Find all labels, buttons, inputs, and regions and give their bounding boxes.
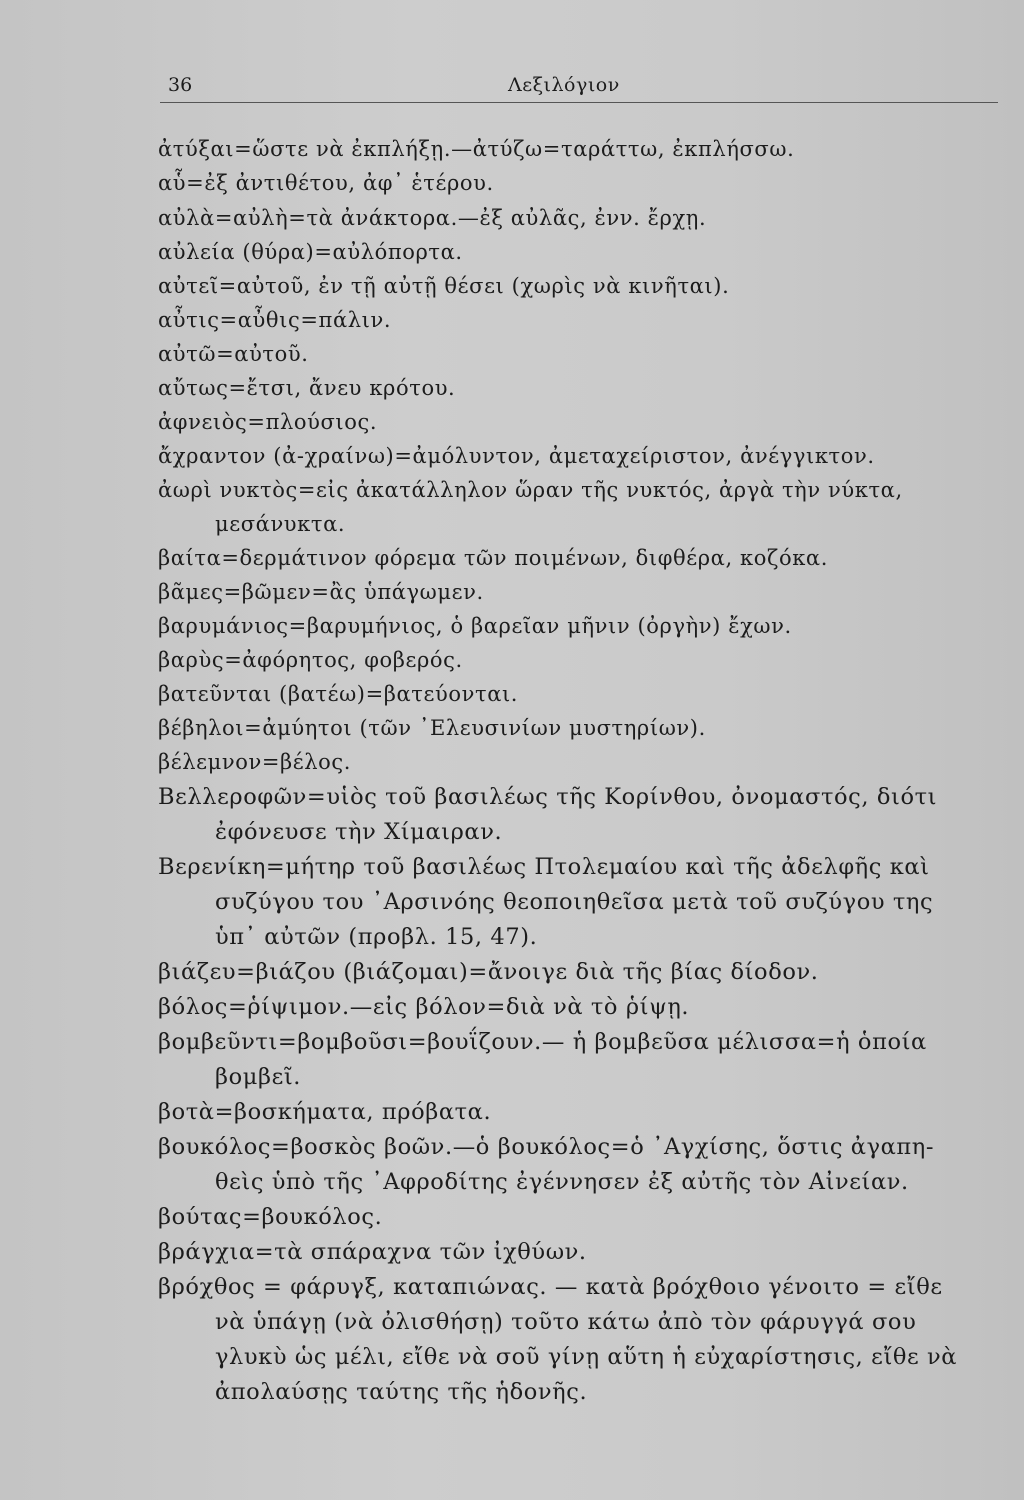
entry-line: βόλος=ῥίψιμον.—εἰς βόλον=διὰ νὰ τὸ ῥίψῃ. bbox=[158, 994, 690, 1020]
entry-continuation: ἀπολαύσῃς ταύτης τῆς ἡδονῆς. bbox=[215, 1379, 588, 1405]
header-rule bbox=[160, 102, 998, 103]
entry-continuation: ὑπ᾽ αὐτῶν (προβλ. 15, 47). bbox=[215, 924, 538, 950]
entry-line: αὐλὰ=αὐλὴ=τὰ ἀνάκτορα.—ἐξ αὐλᾶς, ἐνν. ἔρχῃ. bbox=[158, 206, 707, 230]
entry-line: αὖτις=αὖθις=πάλιν. bbox=[158, 308, 392, 332]
entry-line: ἀφνειὸς=πλούσιος. bbox=[158, 410, 378, 434]
page-header bbox=[168, 70, 998, 100]
entry-line: βέβηλοι=ἀμύητοι (τῶν ᾿Ελευσινίων μυστηρίων). bbox=[158, 716, 706, 740]
entry-continuation: θεὶς ὑπὸ τῆς ᾿Αφροδίτης ἐγέννησεν ἐξ αὐτῆς τὸν Αἰνείαν. bbox=[215, 1169, 909, 1195]
entry-line: βιάζευ=βιάζου (βιάζομαι)=ἄνοιγε διὰ τῆς βίας δίοδον. bbox=[158, 959, 819, 985]
entry-line: βουκόλος=βοσκὸς βοῶν.—ὁ βουκόλος=ὁ ᾿Αγχίσης, ὅστις ἀγαπη- bbox=[158, 1134, 935, 1160]
entry-continuation: νὰ ὑπάγῃ (νὰ ὀλισθήσῃ) τοῦτο κάτω ἀπὸ τὸν φάρυγγά σου bbox=[215, 1309, 917, 1335]
entry-continuation: συζύγου του ᾿Αρσινόης θεοποιηθεῖσα μετὰ τοῦ συζύγου της bbox=[215, 889, 934, 915]
entry-continuation: μεσάνυκτα. bbox=[215, 512, 346, 536]
entry-line: αὐλεία (θύρα)=αὐλόπορτα. bbox=[158, 240, 463, 264]
entry-line: Βερενίκη=μήτηρ τοῦ βασιλέως Πτολεμαίου καὶ τῆς ἀδελφῆς καὶ bbox=[158, 854, 930, 880]
entry-line: βράγχια=τὰ σπάραχνα τῶν ἰχθύων. bbox=[158, 1239, 587, 1265]
running-title: Λεξιλόγιον bbox=[508, 74, 620, 96]
entry-line: βαρὺς=ἀφόρητος, φοβερός. bbox=[158, 648, 463, 672]
entry-line: ἀτύξαι=ὥστε νὰ ἐκπλήξῃ.—ἀτύζω=ταράττω, ἐκπλήσσω. bbox=[158, 137, 795, 161]
page-number: 36 bbox=[168, 74, 193, 96]
entry-line: αὐτεῖ=αὐτοῦ, ἐν τῇ αὐτῇ θέσει (χωρὶς νὰ κινῆται). bbox=[158, 274, 730, 298]
entry-line: βούτας=βουκόλος. bbox=[158, 1204, 383, 1230]
entry-line: βομβεῦντι=βομβοῦσι=βουΐζουν.— ἡ βομβεῦσα μέλισσα=ἡ ὁποία bbox=[158, 1029, 927, 1055]
entry-line: βαίτα=δερμάτινον φόρεμα τῶν ποιμένων, διφθέρα, κοζόκα. bbox=[158, 546, 828, 570]
entry-line: αὐτῶ=αὐτοῦ. bbox=[158, 342, 309, 366]
entry-line: βέλεμνον=βέλος. bbox=[158, 750, 352, 774]
entry-line: βατεῦνται (βατέω)=βατεύονται. bbox=[158, 682, 519, 706]
entry-line: ἄχραντον (ἀ-χραίνω)=ἀμόλυντον, ἀμεταχείριστον, ἀνέγγικτον. bbox=[158, 444, 875, 468]
entry-line: βοτὰ=βοσκήματα, πρόβατα. bbox=[158, 1099, 492, 1125]
entry-line: βαρυμάνιος=βαρυμήνιος, ὁ βαρεῖαν μῆνιν (ὀργὴν) ἔχων. bbox=[158, 614, 792, 638]
entry-line: βρόχθος = φάρυγξ, καταπιώνας. — κατὰ βρόχθοιο γένοιτο = εἴθε bbox=[158, 1274, 943, 1300]
entry-continuation: γλυκὺ ὡς μέλι, εἴθε νὰ σοῦ γίνῃ αὕτη ἡ εὐχαρίστησις, εἴθε νὰ bbox=[215, 1344, 958, 1370]
entry-line: αὔτως=ἔτσι, ἄνευ κρότου. bbox=[158, 376, 456, 400]
entry-continuation: βομβεῖ. bbox=[215, 1064, 302, 1090]
entry-line: βᾶμες=βῶμεν=ἂς ὑπάγωμεν. bbox=[158, 580, 484, 604]
entry-line: Βελλεροφῶν=υἱὸς τοῦ βασιλέως τῆς Κορίνθου, ὀνομαστός, διότι bbox=[158, 784, 938, 810]
entry-continuation: ἐφόνευσε τὴν Χίμαιραν. bbox=[215, 819, 503, 845]
entry-line: αὗ=ἐξ ἀντιθέτου, ἀφ᾽ ἑτέρου. bbox=[158, 171, 494, 195]
entry-line: ἀωρὶ νυκτὸς=εἰς ἀκατάλληλον ὥραν τῆς νυκτός, ἀργὰ τὴν νύκτα, bbox=[158, 478, 903, 502]
